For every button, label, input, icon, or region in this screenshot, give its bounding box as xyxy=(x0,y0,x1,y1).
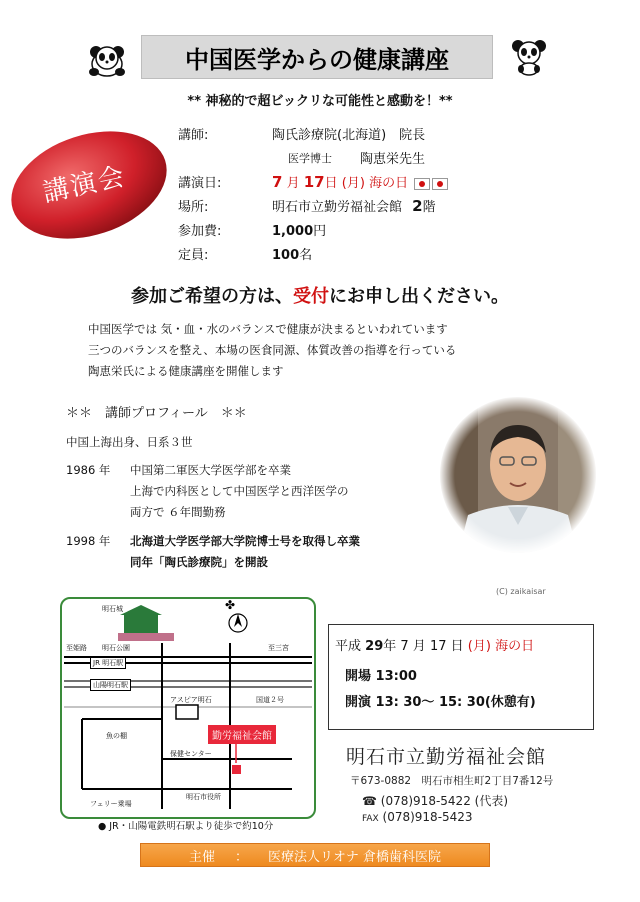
photo-caption: (C) zaikaisar xyxy=(496,587,546,596)
profile-year-2: 1998 年 xyxy=(66,534,111,548)
fee-value: 1,000円 xyxy=(272,224,327,239)
panda-right-icon xyxy=(508,38,550,76)
profile-origin: 中国上海出身、日系３世 xyxy=(66,435,193,449)
profile-year-1-line-2: 上海で内科医として中国医学と西洋医学の xyxy=(130,484,349,498)
venue-tel: ☎ (078)918-5422 (代表) xyxy=(362,794,509,808)
map-to-sannomiya-label: 至三宮 xyxy=(268,644,289,652)
map-drawing xyxy=(62,599,314,817)
map-uonotana-label: 魚の棚 xyxy=(106,732,127,740)
japan-flag-icon xyxy=(414,178,430,190)
sponsor-separator: ： xyxy=(234,849,248,865)
profile-title: ＊＊ 講師プロフィール ＊＊ xyxy=(66,406,247,421)
schedule-start: 開演 13: 30〜 15: 30(休憩有) xyxy=(345,695,536,710)
profile-year-1-line-1: 中国第二軍医大学医学部を卒業 xyxy=(130,463,291,477)
lecturer-clinic: 陶氏診療院(北海道) 院長 xyxy=(272,128,426,143)
map-jr-station-label: JR 明石駅 xyxy=(90,657,126,669)
lecture-badge xyxy=(6,126,172,244)
venue-name: 明石市立勤労福祉会館 xyxy=(346,746,547,768)
lecturer-label: 講師: xyxy=(178,128,209,143)
lecturer-degree: 医学博士 xyxy=(288,152,332,165)
place-label: 場所: xyxy=(178,200,209,215)
svg-text:✤: ✤ xyxy=(225,599,236,612)
sponsor-label: 主催 xyxy=(188,849,215,865)
venue-address: 〒673-0882 明石市相生町2丁目7番12号 xyxy=(350,775,554,787)
map-health-center-label: 保健センター xyxy=(170,750,212,758)
map-note: ● JR・山陽電鉄明石駅より徒歩で約10分 xyxy=(98,821,274,832)
venue-fax: FAX (078)918-5423 xyxy=(362,810,473,824)
profile-year-1: 1986 年 xyxy=(66,463,111,477)
fee-label: 参加費: xyxy=(178,224,222,239)
map-venue-label: 勤労福祉会館 xyxy=(208,725,276,744)
schedule-date: 平成 29年 7 月 17 日 (月) 海の日 xyxy=(335,639,535,654)
map-route2-label: 国道２号 xyxy=(256,696,284,704)
map-ferry-label: フェリー乗場 xyxy=(90,800,132,808)
date-value: 7 月 17日 (月) 海の日 xyxy=(272,172,448,191)
headline: 参加ご希望の方は、受付にお申し出ください。 xyxy=(131,286,509,307)
map-city-office-label: 明石市役所 xyxy=(186,793,221,801)
profile-year-2-line-1: 北海道大学医学部大学院博士号を取得し卒業 xyxy=(130,534,360,548)
panda-left-icon xyxy=(86,40,128,78)
schedule-box xyxy=(328,624,594,730)
capacity-value: 100名 xyxy=(272,248,313,263)
lecturer-photo xyxy=(438,395,598,596)
place-value: 明石市立勤労福祉会館 2階 xyxy=(272,197,436,215)
profile-year-1-line-3: 両方で ６年間勤務 xyxy=(130,505,226,519)
map-park-label: 明石公園 xyxy=(102,644,130,652)
badge-text: 講演会 xyxy=(40,161,129,209)
description-line-3: 陶恵栄氏による健康講座を開催します xyxy=(88,364,284,378)
map-castle-label: 明石城 xyxy=(102,605,123,613)
lecturer-portrait-icon xyxy=(438,395,598,555)
map-to-himeji-label: 至姫路 xyxy=(66,644,87,652)
sponsor-name: 医療法人リオナ 倉橋歯科医院 xyxy=(268,849,442,865)
profile-year-2-line-2: 同年「陶氏診療院」を開設 xyxy=(130,555,268,569)
page-title: 中国医学からの健康講座 xyxy=(141,35,493,79)
capacity-label: 定員: xyxy=(178,248,209,263)
date-label: 講演日: xyxy=(178,176,222,191)
phone-icon: ☎ xyxy=(362,794,377,808)
lecturer-name: 陶恵栄先生 xyxy=(360,152,426,167)
description-line-1: 中国医学では 気・血・水のバランスで健康が決まるといわれています xyxy=(88,322,448,336)
japan-flag-icon xyxy=(432,178,448,190)
map-aspia-label: アスピア明石 xyxy=(170,696,212,704)
access-map xyxy=(60,597,316,819)
sponsor-bar xyxy=(140,843,490,867)
description-line-2: 三つのバランスを整え、本場の医食同源、体質改善の指導を行っている xyxy=(88,343,457,357)
subtitle: ** 神秘的で超ビックリな可能性と感動を！** xyxy=(187,94,453,109)
map-sanyo-station-label: 山陽明石駅 xyxy=(90,679,131,691)
schedule-open: 開場 13:00 xyxy=(345,669,417,684)
